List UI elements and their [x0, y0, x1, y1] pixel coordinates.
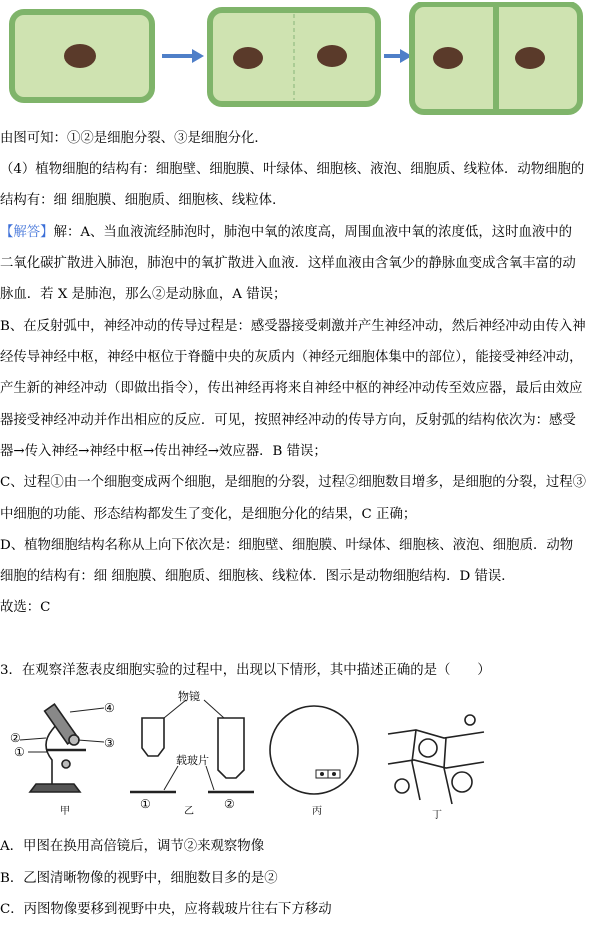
label-slide: 载玻片: [176, 754, 209, 767]
cell-division-figure: [8, 2, 588, 122]
circled-1: ①: [140, 797, 151, 811]
circled-2: ②: [224, 797, 235, 811]
option-b: B．乙图清晰物像的视野中，细胞数目多的是②: [0, 871, 278, 886]
view-field-bing: [270, 706, 358, 794]
text-line: 细胞的结构有：细 细胞膜、细胞质、细胞核、线粒体．图示是动物细胞结构．D 错误．: [0, 569, 515, 584]
nucleus: [433, 47, 463, 69]
caption-yi: 乙: [184, 806, 194, 817]
arrow-2: [384, 49, 412, 63]
cell-1: [12, 12, 152, 100]
text-line: B、在反射弧中，神经冲动的传导过程是：感受器接受刺激并产生神经冲动，然后神经冲动由传入神: [0, 319, 586, 334]
nucleus: [233, 47, 263, 69]
label-3: ③: [104, 736, 115, 750]
caption-jia: 甲: [60, 806, 70, 817]
label-2: ②: [10, 731, 21, 745]
text-line: 脉血．若 X 是肺泡，那么②是动脉血，A 错误；: [0, 287, 287, 302]
answer-tag: 【解答】: [0, 225, 54, 240]
text-line: 产生新的神经冲动（即做出指令），传出神经再将来自神经中枢的神经冲动传至效应器，最后由效应: [0, 381, 583, 396]
text-line: 由图可知：①②是细胞分裂、③是细胞分化．: [0, 131, 268, 146]
option-c: C．丙图物像要移到视野中央，应将载玻片往右下方移动: [0, 902, 332, 917]
nucleus: [515, 47, 545, 69]
text-line: C、过程①由一个细胞变成两个细胞，是细胞的分裂，过程②细胞数目增多，是细胞的分裂，过程③: [0, 475, 587, 490]
text-line: 中细胞的功能、形态结构都发生了变化，是细胞分化的结果，C 正确；: [0, 507, 417, 522]
arrow-1: [162, 49, 204, 63]
cell-3: [412, 4, 580, 112]
answer-text: 解：A、当血液流经肺泡时，肺泡中氧的浓度高，周围血液中氧的浓度低，这时血液中的: [53, 225, 573, 240]
text-line: [0, 224, 572, 242]
caption-ding: 丁: [432, 810, 442, 821]
nucleus: [64, 44, 96, 68]
text-line: 器→传入神经→神经中枢→传出神经→效应器．B 错误；: [0, 444, 327, 459]
nucleus: [317, 45, 347, 67]
question-text: 3．在观察洋葱表皮细胞实验的过程中，出现以下情形，其中描述正确的是（ ）: [0, 663, 491, 678]
text-line: 二氧化碳扩散进入肺泡，肺泡中的氧扩散进入血液．这样血液由含氧少的静脉血变成含氧丰富的动: [0, 256, 576, 271]
text-line: 故选：C: [0, 600, 51, 615]
cell-2: [210, 10, 378, 104]
option-a: A．甲图在换用高倍镜后，调节②来观察物像: [0, 839, 265, 854]
microscope-jia: [20, 704, 104, 792]
text-line: 结构有：细 细胞膜、细胞质、细胞核、线粒体．: [0, 193, 286, 208]
label-objective: 物镜: [178, 690, 200, 703]
label-4: ④: [104, 701, 115, 715]
label-1: ①: [14, 745, 25, 759]
cells-ding: [388, 710, 484, 806]
caption-bing: 丙: [312, 806, 322, 817]
text-line: 经传导神经中枢，神经中枢位于脊髓中央的灰质内（神经元细胞体集中的部位），能接受神经冲动，: [0, 350, 583, 365]
text-line: 器接受神经冲动并作出相应的反应．可见，按照神经冲动的传导方向，反射弧的结构依次为：感受: [0, 413, 576, 428]
text-line: D、植物细胞结构名称从上向下依次是：细胞壁、细胞膜、叶绿体、细胞核、液泡、细胞质．动物: [0, 538, 574, 553]
microscope-figure: [0, 690, 490, 830]
objectives-yi: [130, 700, 254, 792]
text-line: （4）植物细胞的结构有：细胞壁、细胞膜、叶绿体、细胞核、液泡、细胞质、线粒体．动物细胞的: [0, 162, 585, 177]
